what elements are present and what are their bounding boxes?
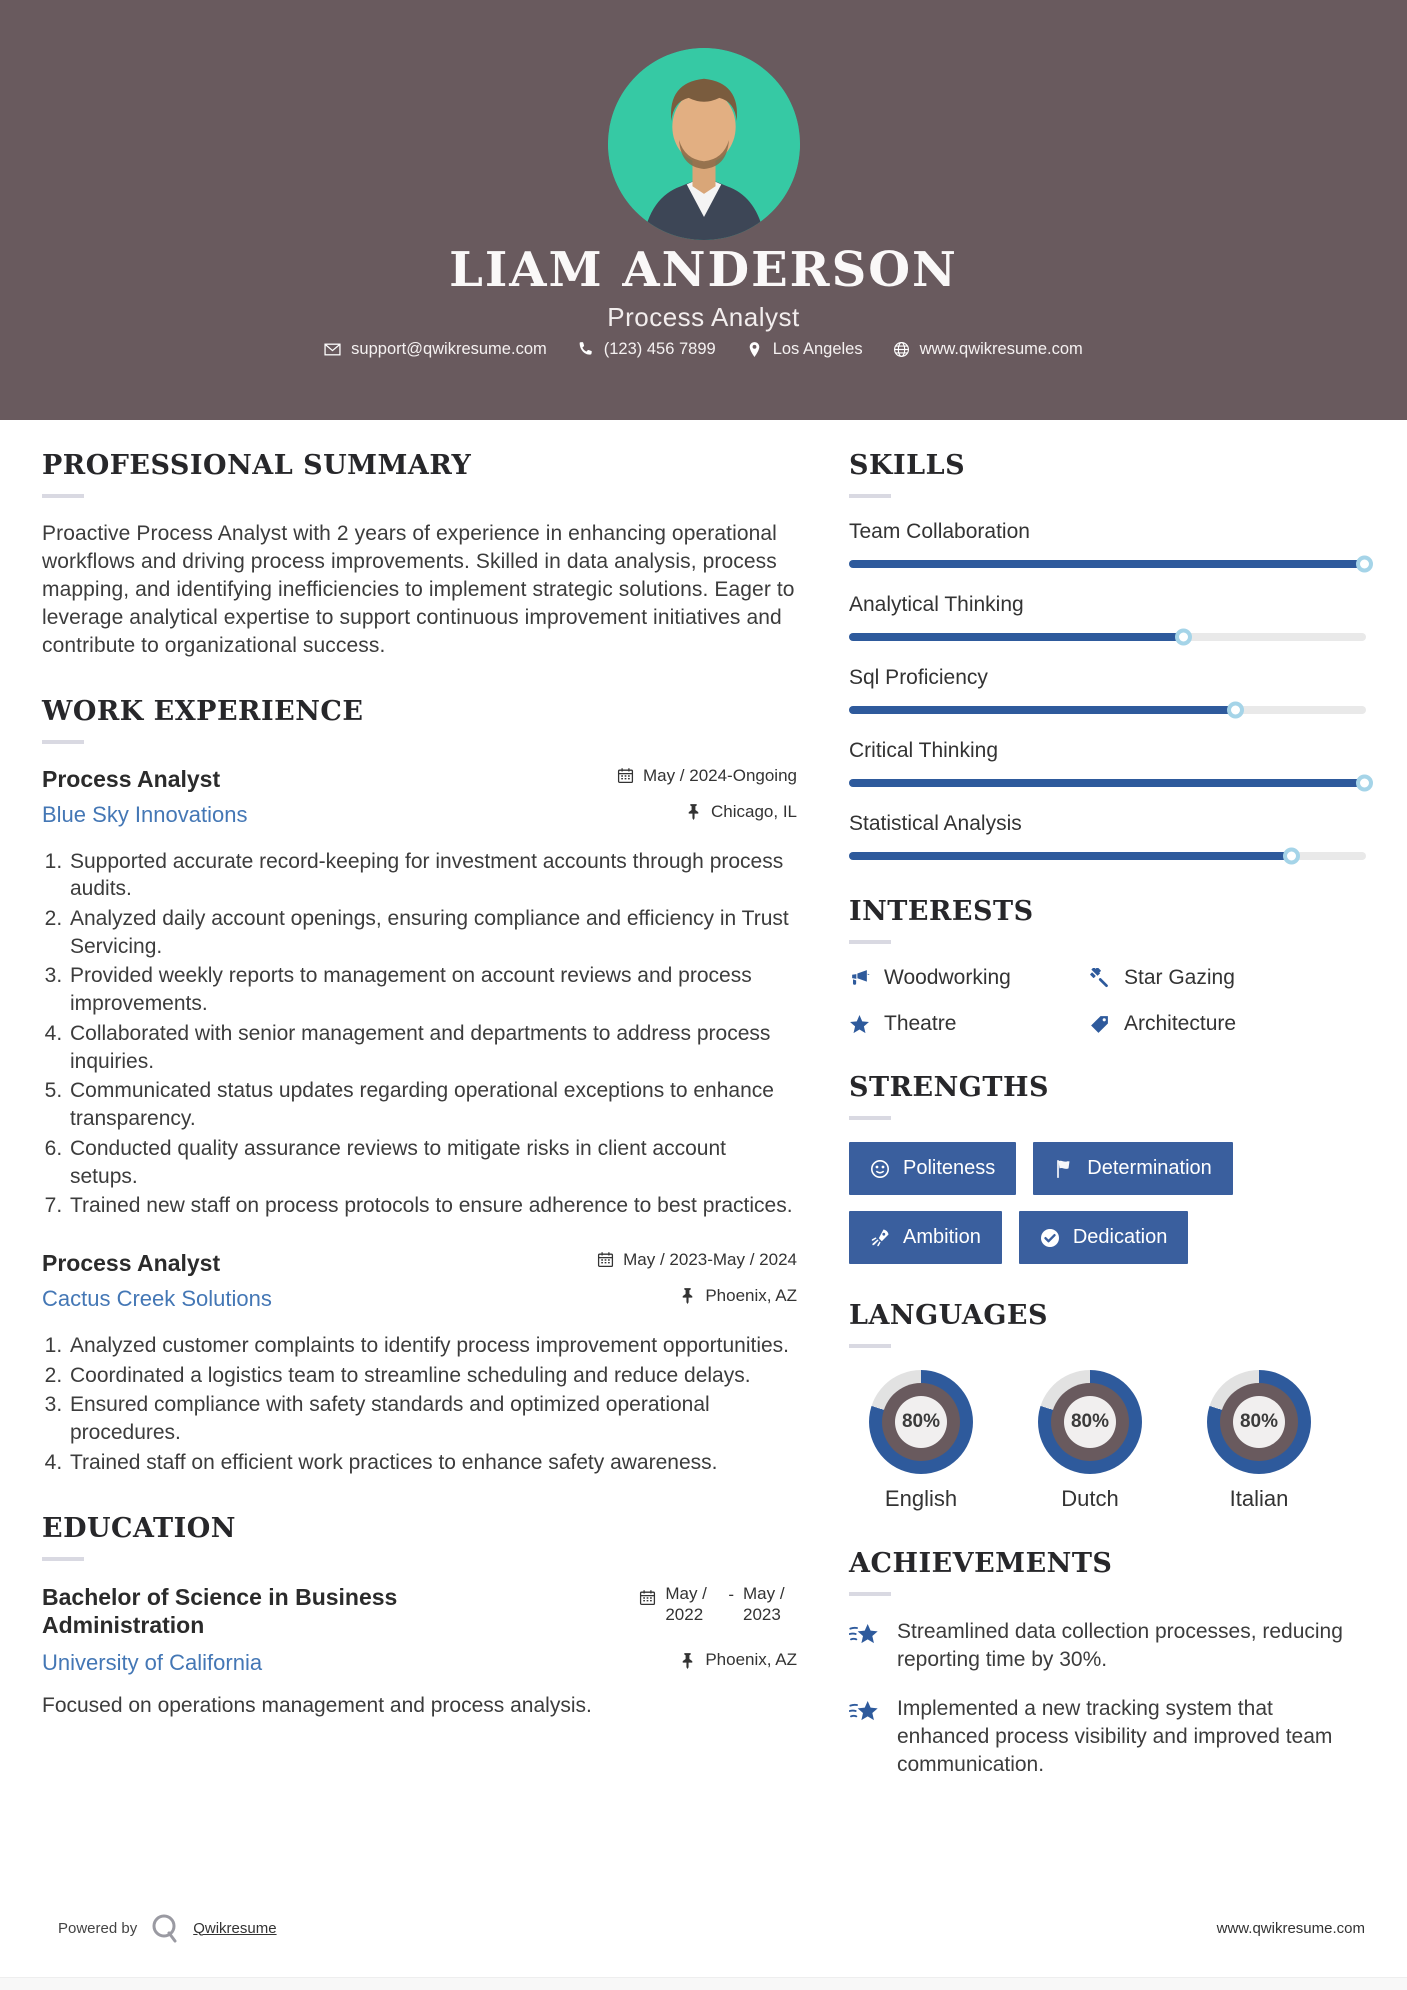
skill-label: Analytical Thinking: [849, 593, 1024, 616]
job-bullet: 4. Trained staff on efficient work practices to enhance safety awareness.: [68, 1449, 797, 1477]
education-location: Phoenix, AZ: [679, 1650, 797, 1670]
section-work-experience: [42, 696, 797, 1477]
language-item: [855, 1370, 987, 1512]
skill-slider-knob: [1283, 848, 1300, 865]
language-percent: 80%: [1064, 1396, 1116, 1448]
header: [0, 0, 1407, 420]
achievements-heading: ACHIEVEMENTS: [849, 1548, 1113, 1579]
section-languages: [849, 1300, 1366, 1512]
skill-label: Critical Thinking: [849, 739, 998, 762]
contact-email[interactable]: support@qwikresume.com: [324, 340, 547, 359]
company-link[interactable]: Cactus Creek Solutions: [42, 1285, 272, 1311]
language-label: Italian: [1229, 1486, 1289, 1511]
qwikresume-link[interactable]: Qwikresume: [193, 1919, 277, 1937]
language-donut-chart: [1038, 1370, 1142, 1474]
job-bullet: 2. Coordinated a logistics team to streamline scheduling and reduce delays.: [68, 1362, 797, 1390]
shooting-star-icon: [849, 1697, 881, 1729]
education-description: Focused on operations management and process analysis.: [42, 1694, 592, 1718]
summary-text: Proactive Process Analyst with 2 years of experience in enhancing operational workflows and driving process improvements. Skilled in data analysis, process mapping, and identifying inefficiencies to implement strategic solutions. Eager to leverage analytical expertise to support continuous improvement initiatives and contribute to organizational success.: [42, 522, 795, 657]
footer-website-link[interactable]: www.qwikresume.com: [1216, 1919, 1365, 1937]
education-date: [639, 1583, 797, 1626]
shooting-star-icon: [849, 1620, 881, 1652]
education-date-start: May / 2022: [665, 1583, 707, 1624]
check-circle-icon: [1040, 1228, 1060, 1248]
donut-inner-ring: [1220, 1383, 1298, 1461]
powered-by-label: Powered by: [58, 1919, 138, 1937]
interest-label: Star Gazing: [1124, 966, 1235, 989]
job-bullet: 4. Collaborated with senior management and departments to address process inquiries.: [68, 1020, 797, 1075]
interest-label: Theatre: [884, 1012, 957, 1035]
skill-bar-fill: [849, 706, 1232, 714]
skill-label: Sql Proficiency: [849, 666, 988, 689]
left-column: [42, 450, 797, 1815]
language-item: [1193, 1370, 1325, 1512]
contact-phone[interactable]: (123) 456 7899: [577, 340, 716, 359]
skill-item: [849, 739, 1366, 787]
job-date: May / 2023-May / 2024: [597, 1250, 797, 1270]
education-heading: EDUCATION: [42, 1512, 236, 1544]
calendar-icon: [617, 767, 634, 784]
job-bullet-list: [68, 848, 797, 1220]
contact-website[interactable]: www.qwikresume.com: [893, 340, 1083, 359]
achievement-item: [849, 1695, 1366, 1778]
interest-label: Architecture: [1124, 1012, 1237, 1035]
pushpin-icon: [679, 1287, 696, 1304]
language-percent: 80%: [895, 1396, 947, 1448]
job-location: Chicago, IL: [685, 802, 797, 822]
star-icon: [849, 1014, 870, 1035]
job-entry: [42, 766, 797, 1220]
pushpin-icon: [685, 803, 702, 820]
strength-label: Ambition: [903, 1226, 981, 1248]
skill-item: [849, 812, 1366, 860]
powered-by: [58, 1912, 277, 1944]
section-strengths: [849, 1072, 1366, 1264]
person-title: Process Analyst: [607, 302, 800, 332]
strength-label: Dedication: [1072, 1226, 1168, 1248]
pushpin-icon: [679, 1652, 696, 1669]
interest-item: [849, 966, 1089, 990]
gavel-icon: [1089, 968, 1110, 989]
interest-item: [1089, 1012, 1366, 1036]
envelope-icon: [324, 341, 341, 358]
language-donut-chart: [869, 1370, 973, 1474]
contact-row: [0, 340, 1407, 359]
strength-label: Politeness: [903, 1157, 996, 1179]
job-bullet: 5. Communicated status updates regarding operational exceptions to enhance transparency.: [68, 1077, 797, 1132]
footer: [0, 1912, 1407, 1944]
languages-heading: LANGUAGES: [849, 1300, 1048, 1331]
skill-slider-knob: [1227, 702, 1244, 719]
interests-heading: INTERESTS: [849, 896, 1034, 927]
person-name: LIAM ANDERSON: [449, 242, 958, 298]
language-percent: 80%: [1233, 1396, 1285, 1448]
job-date: May / 2024-Ongoing: [617, 766, 797, 786]
qwikresume-logo-icon: [149, 1912, 181, 1944]
contact-location[interactable]: Los Angeles: [746, 340, 863, 359]
strength-label: Determination: [1087, 1157, 1212, 1179]
skill-label: Team Collaboration: [849, 520, 1030, 543]
skill-slider-knob: [1356, 556, 1373, 573]
rocket-icon: [870, 1228, 890, 1248]
job-bullet: 7. Trained new staff on process protocols to ensure adherence to best practices.: [68, 1192, 797, 1220]
job-bullet: 6. Conducted quality assurance reviews to mitigate risks in client account setups.: [68, 1135, 797, 1190]
heading-rule: [849, 494, 891, 498]
section-skills: [849, 450, 1366, 860]
language-label: English: [884, 1486, 958, 1511]
interest-item: [849, 1012, 1089, 1036]
skill-slider-knob: [1175, 629, 1192, 646]
calendar-icon: [597, 1251, 614, 1268]
skill-bar-track: [849, 852, 1366, 860]
achievement-item: [849, 1618, 1366, 1673]
tag-icon: [1089, 1014, 1110, 1035]
summary-heading: PROFESSIONAL SUMMARY: [42, 450, 472, 481]
job-bullet-list: [68, 1332, 797, 1477]
section-achievements: [849, 1548, 1366, 1779]
heading-rule: [42, 1557, 84, 1561]
experience-heading: WORK EXPERIENCE: [42, 695, 364, 727]
smiley-icon: [870, 1159, 890, 1179]
job-entry: [42, 1250, 797, 1477]
strength-badge: [849, 1211, 1002, 1264]
language-donut-chart: [1207, 1370, 1311, 1474]
donut-inner-ring: [882, 1383, 960, 1461]
job-bullet: 3. Ensured compliance with safety standards and optimized operational procedures.: [68, 1391, 797, 1446]
strength-badge: [1019, 1211, 1189, 1264]
heading-rule: [849, 1344, 891, 1348]
skill-bar-fill: [849, 852, 1288, 860]
strength-badge: [849, 1142, 1016, 1195]
skill-bar-track: [849, 779, 1366, 787]
page-bottom-edge: [0, 1977, 1407, 1990]
skill-bar-fill: [849, 633, 1180, 641]
skill-bar-fill: [849, 560, 1361, 568]
avatar: [608, 48, 800, 240]
megaphone-icon: [849, 968, 870, 989]
heading-rule: [42, 740, 84, 744]
skill-item: [849, 593, 1366, 641]
right-column: [849, 450, 1366, 1815]
company-link[interactable]: Blue Sky Innovations: [42, 801, 248, 827]
section-interests: [849, 896, 1366, 1036]
language-item: [1024, 1370, 1156, 1512]
heading-rule: [849, 1116, 891, 1120]
degree-title: Bachelor of Science in Business Administration: [42, 1583, 398, 1639]
section-professional-summary: [42, 450, 797, 660]
skills-heading: SKILLS: [849, 450, 966, 481]
education-date-separator: -: [728, 1584, 734, 1604]
job-bullet: 3. Provided weekly reports to management on account reviews and process improvements.: [68, 962, 797, 1017]
school-link[interactable]: University of California: [42, 1650, 263, 1676]
interest-item: [1089, 966, 1366, 990]
job-title: Process Analyst: [42, 1249, 221, 1276]
education-date-end: May / 2023: [743, 1583, 785, 1624]
achievement-text: Implemented a new tracking system that enhanced process visibility and improved team communication.: [897, 1697, 1333, 1776]
job-bullet: 1. Analyzed customer complaints to identify process improvement opportunities.: [68, 1332, 797, 1360]
job-bullet: 2. Analyzed daily account openings, ensuring compliance and efficiency in Trust Servicing.: [68, 905, 797, 960]
avatar-portrait-illustration: [608, 48, 800, 240]
flag-icon: [1054, 1159, 1074, 1179]
interest-label: Woodworking: [884, 966, 1011, 989]
strengths-heading: STRENGTHS: [849, 1072, 1049, 1103]
globe-icon: [893, 341, 910, 358]
skill-bar-track: [849, 633, 1366, 641]
heading-rule: [849, 940, 891, 944]
phone-icon: [577, 341, 594, 358]
skill-bar-fill: [849, 779, 1361, 787]
skill-bar-track: [849, 560, 1366, 568]
skill-bar-track: [849, 706, 1366, 714]
language-label: Dutch: [1061, 1486, 1119, 1511]
skill-item: [849, 666, 1366, 714]
donut-inner-ring: [1051, 1383, 1129, 1461]
heading-rule: [42, 494, 84, 498]
skill-item: [849, 520, 1366, 568]
strength-badge: [1033, 1142, 1233, 1195]
heading-rule: [849, 1592, 891, 1596]
section-education: [42, 1513, 797, 1719]
location-pin-icon: [746, 341, 763, 358]
job-title: Process Analyst: [42, 765, 221, 792]
achievement-text: Streamlined data collection processes, reducing reporting time by 30%.: [897, 1620, 1343, 1671]
job-location: Phoenix, AZ: [679, 1286, 797, 1306]
skill-slider-knob: [1356, 775, 1373, 792]
skill-label: Statistical Analysis: [849, 812, 1022, 835]
calendar-icon: [639, 1589, 656, 1606]
job-bullet: 1. Supported accurate record-keeping for investment accounts through process audits.: [68, 848, 797, 903]
main-content: [0, 420, 1407, 1815]
